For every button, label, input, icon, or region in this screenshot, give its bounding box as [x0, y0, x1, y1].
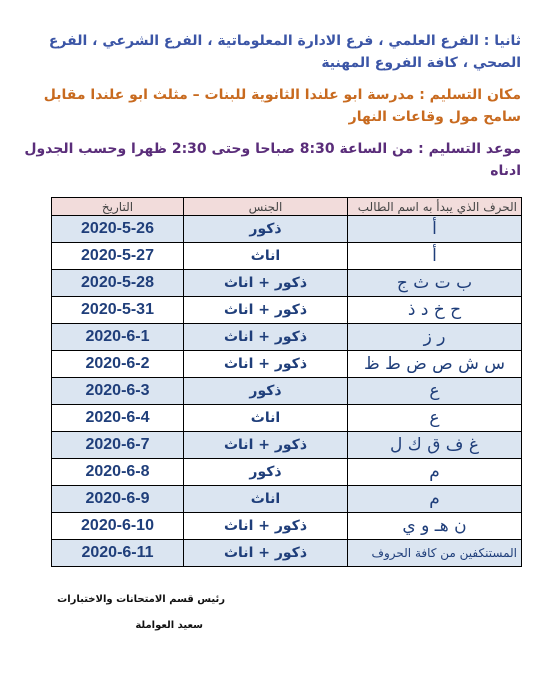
- row-gender: ذكور + اناث: [184, 540, 348, 567]
- row-date: 2020-6-3: [52, 378, 184, 405]
- row-letter: أ: [348, 243, 522, 270]
- header-letter: الحرف الذي يبدأ به اسم الطالب: [348, 198, 522, 216]
- row-gender: ذكور + اناث: [184, 324, 348, 351]
- row-gender: ذكور + اناث: [184, 513, 348, 540]
- table-row: [52, 459, 522, 486]
- table-row: [52, 297, 522, 324]
- signature-name: سعيد العواملة: [135, 620, 203, 631]
- row-letter: ع: [348, 378, 522, 405]
- table-row: [52, 432, 522, 459]
- row-letter: ح خ د ذ: [348, 297, 522, 324]
- row-gender: اناث: [184, 243, 348, 270]
- row-letter: ن هـ و ي: [348, 513, 522, 540]
- time-paragraph: موعد التسليم : من الساعة 8:30 صباحا وحتى 2:30 ظهرا وحسب الجدول ادناه: [24, 141, 521, 179]
- row-date: 2020-6-7: [52, 432, 184, 459]
- table-row: [52, 513, 522, 540]
- location-paragraph: مكان التسليم : مدرسة ابو علندا الثانوية للبنات – مثلث ابو علندا مقابل سامح مول وقاعات النهار: [43, 87, 521, 125]
- table-row: [52, 216, 522, 243]
- row-gender: اناث: [184, 405, 348, 432]
- row-letter: ر ز: [348, 324, 522, 351]
- header-gender: الجنس: [184, 198, 348, 216]
- row-letter: أ: [348, 216, 522, 243]
- row-letter: ع: [348, 405, 522, 432]
- row-date: 2020-6-8: [52, 459, 184, 486]
- row-date: 2020-6-1: [52, 324, 184, 351]
- row-date: 2020-6-2: [52, 351, 184, 378]
- row-date: 2020-5-31: [52, 297, 184, 324]
- row-gender: ذكور + اناث: [184, 270, 348, 297]
- row-date: 2020-5-28: [52, 270, 184, 297]
- row-gender: ذكور + اناث: [184, 351, 348, 378]
- row-gender: ذكور + اناث: [184, 297, 348, 324]
- row-gender: اناث: [184, 486, 348, 513]
- table-row: [52, 324, 522, 351]
- table-row: [52, 378, 522, 405]
- table-row: [52, 243, 522, 270]
- row-date: 2020-6-10: [52, 513, 184, 540]
- row-gender: ذكور: [184, 459, 348, 486]
- schedule-table: [51, 197, 522, 567]
- row-letter: غ ف ق ك ل: [348, 432, 522, 459]
- row-date: 2020-6-11: [52, 540, 184, 567]
- signature-title: رئيس قسم الامتحانات والاختبارات: [57, 594, 225, 605]
- row-date: 2020-5-27: [52, 243, 184, 270]
- row-date: 2020-5-26: [52, 216, 184, 243]
- header-date: التاريخ: [52, 198, 184, 216]
- row-date: 2020-6-9: [52, 486, 184, 513]
- table-row: [52, 270, 522, 297]
- row-letter: ب ت ث ج: [348, 270, 522, 297]
- branches-paragraph: ثانيا : الفرع العلمي ، فرع الادارة المعلوماتية ، الفرع الشرعي ، الفرع الصحي ، كافة الفروع المهنية: [48, 33, 521, 71]
- table-row: [52, 540, 522, 567]
- row-gender: ذكور + اناث: [184, 432, 348, 459]
- row-letter: م: [348, 459, 522, 486]
- table-row: [52, 486, 522, 513]
- row-gender: ذكور: [184, 378, 348, 405]
- row-letter: س ش ص ض ط ظ: [348, 351, 522, 378]
- table-header-row: [52, 198, 522, 216]
- table-row: [52, 405, 522, 432]
- row-letter: م: [348, 486, 522, 513]
- row-date: 2020-6-4: [52, 405, 184, 432]
- table-row: [52, 351, 522, 378]
- row-letter: المستنكفين من كافة الحروف: [348, 540, 522, 567]
- row-gender: ذكور: [184, 216, 348, 243]
